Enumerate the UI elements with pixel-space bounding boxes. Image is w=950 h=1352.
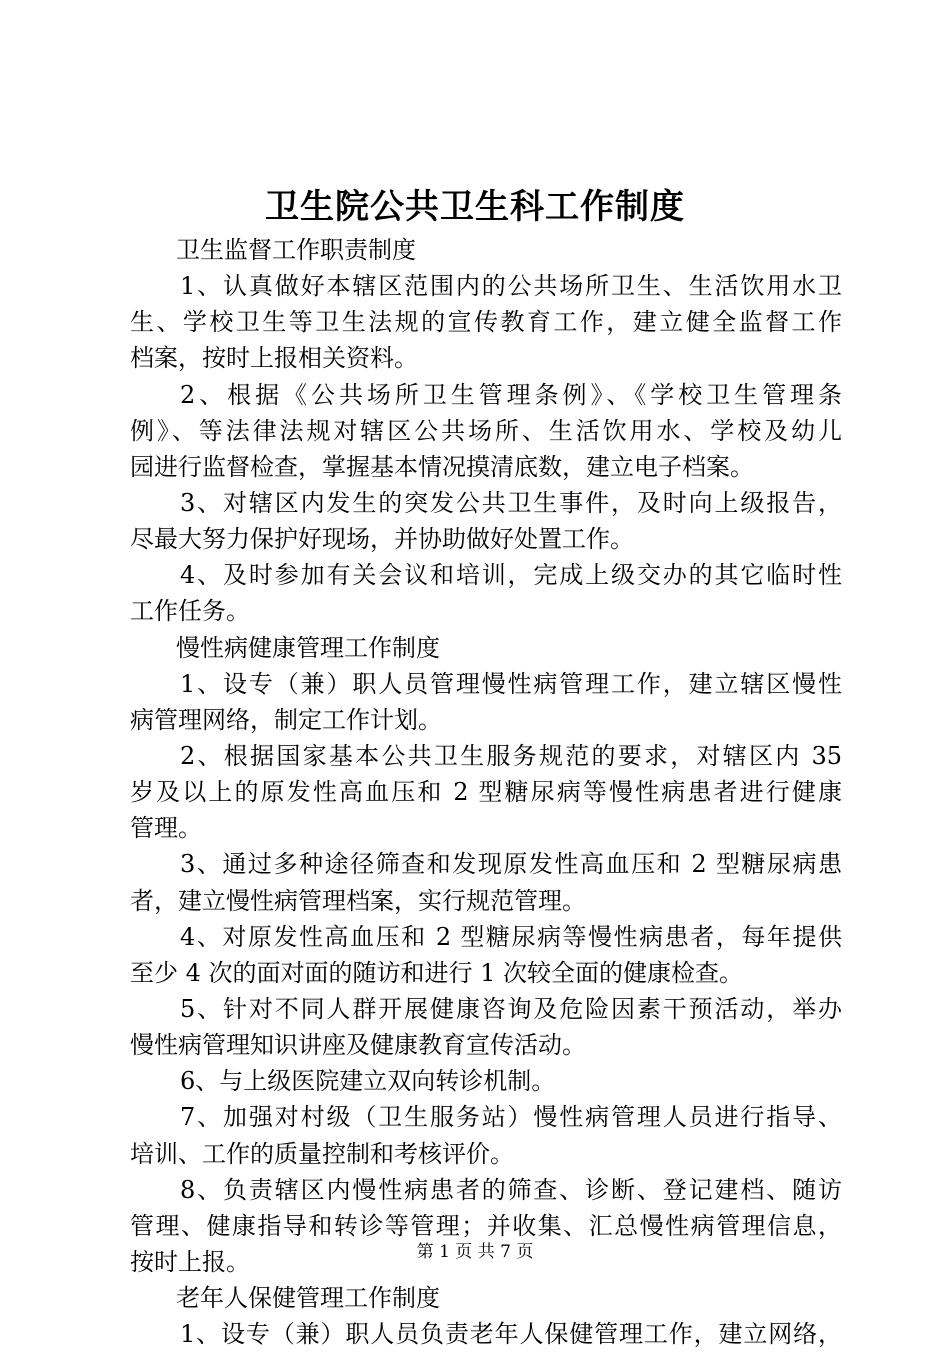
section-heading-supervision: 卫生监督工作职责制度	[176, 236, 416, 264]
text-line: 慢性病管理知识讲座及健康教育宣传活动。	[130, 1031, 586, 1060]
text-line: 档案，按时上报相关资料。	[130, 344, 418, 373]
document-title: 卫生院公共卫生科工作制度	[265, 187, 685, 227]
text-line: 4、及时参加有关会议和培训，完成上级交办的其它临时性	[180, 561, 842, 590]
text-line: 1、认真做好本辖区范围内的公共场所卫生、生活饮用水卫	[180, 272, 842, 301]
text-line: 1、设专（兼）职人员管理慢性病管理工作，建立辖区慢性	[180, 669, 842, 698]
text-line: 病管理网络，制定工作计划。	[130, 705, 442, 734]
text-line: 3、对辖区内发生的突发公共卫生事件，及时向上级报告，	[180, 488, 842, 517]
text-line: 按时上报。	[130, 1247, 250, 1276]
section-heading-chronic-disease: 慢性病健康管理工作制度	[176, 633, 440, 662]
text-line: 4、对原发性高血压和 2 型糖尿病等慢性病患者，每年提供	[180, 922, 842, 951]
text-line: 5、针对不同人群开展健康咨询及危险因素干预活动，举办	[180, 994, 842, 1023]
text-line: 8、负责辖区内慢性病患者的筛查、诊断、登记建档、随访	[180, 1175, 842, 1204]
text-line: 尽最大努力保护好现场，并协助做好处置工作。	[130, 525, 634, 554]
text-line: 工作任务。	[130, 597, 250, 626]
text-line: 6、与上级医院建立双向转诊机制。	[180, 1067, 556, 1096]
text-line: 管理。	[130, 814, 202, 843]
text-line: 2、根据国家基本公共卫生服务规范的要求，对辖区内 35	[180, 741, 842, 770]
text-line: 者，建立慢性病管理档案，实行规范管理。	[130, 886, 586, 915]
text-line: 1、设专（兼）职人员负责老年人保健管理工作，建立网络，	[180, 1320, 842, 1349]
text-line: 培训、工作的质量控制和考核评价。	[130, 1139, 514, 1168]
page-footer: 第 1 页 共 7 页	[416, 1242, 534, 1262]
text-line: 7、加强对村级（卫生服务站）慢性病管理人员进行指导、	[180, 1103, 842, 1132]
text-line: 生、学校卫生等卫生法规的宣传教育工作，建立健全监督工作	[130, 308, 842, 337]
text-line: 2、根据《公共场所卫生管理条例》、《学校卫生管理条	[180, 380, 842, 409]
section-heading-elderly-care: 老年人保健管理工作制度	[176, 1284, 440, 1313]
text-line: 至少 4 次的面对面的随访和进行 1 次较全面的健康检查。	[130, 958, 744, 987]
text-line: 3、通过多种途径筛查和发现原发性高血压和 2 型糖尿病患	[180, 850, 842, 879]
text-line: 例》、等法律法规对辖区公共场所、生活饮用水、学校及幼儿	[130, 416, 842, 445]
text-line: 园进行监督检查，掌握基本情况摸清底数，建立电子档案。	[130, 452, 754, 481]
text-line: 岁及以上的原发性高血压和 2 型糖尿病等慢性病患者进行健康	[130, 778, 842, 807]
document-body	[130, 232, 842, 1352]
text-line: 管理、健康指导和转诊等管理；并收集、汇总慢性病管理信息，	[130, 1211, 842, 1240]
